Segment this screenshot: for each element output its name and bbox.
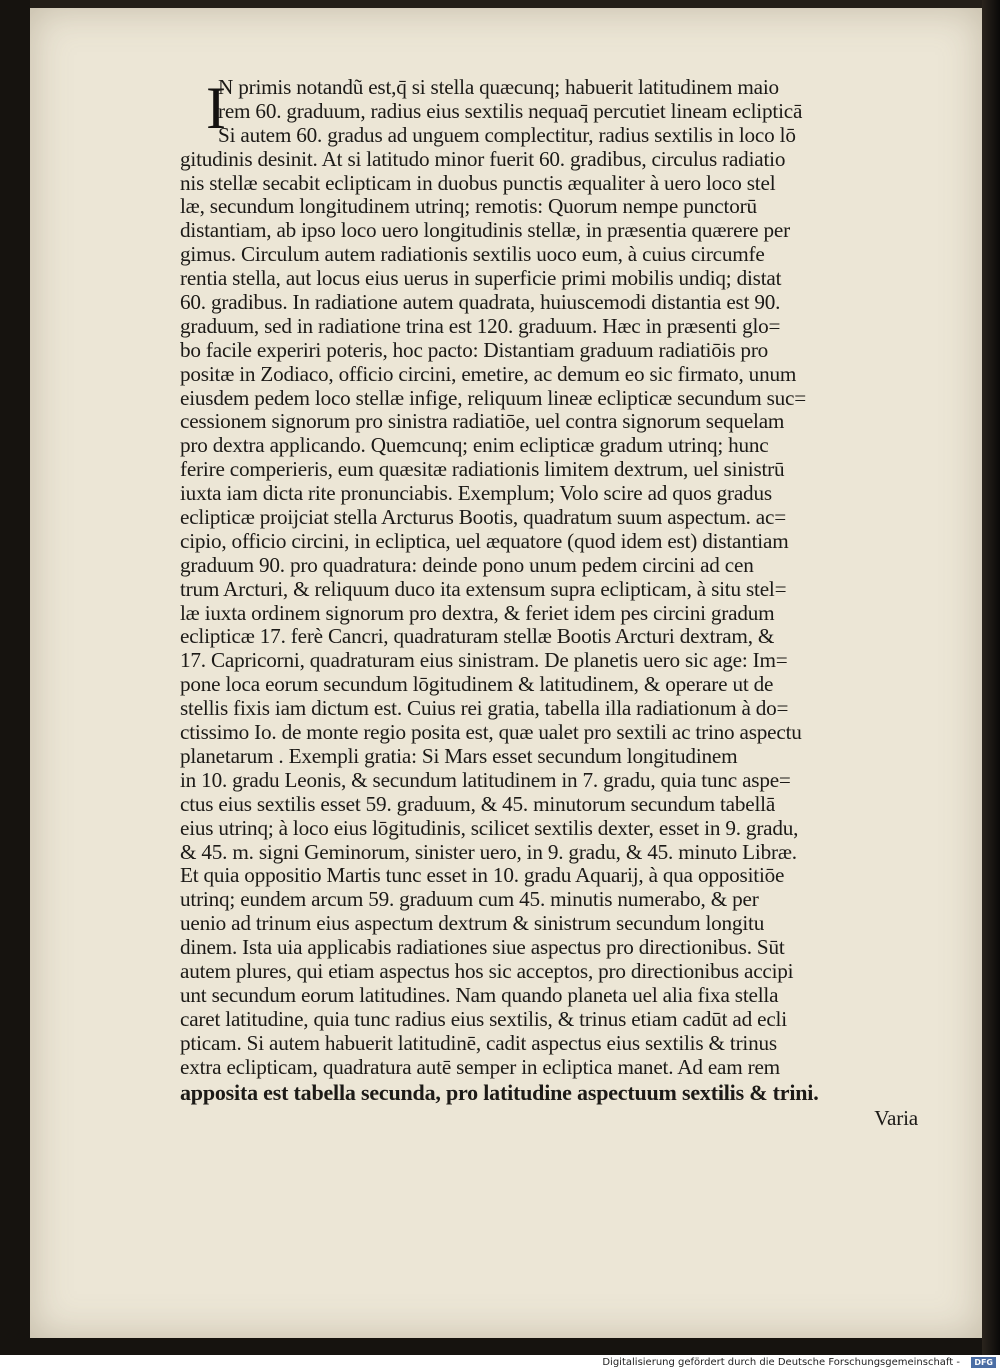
- text-line: læ iuxta ordinem signorum pro dextra, & feriet idem pes circini gradum: [180, 600, 775, 625]
- text-line: iuxta iam dicta rite pronunciabis. Exemplum; Volo scire ad quos gradus: [180, 481, 772, 506]
- text-line: caret latitudine, quia tunc radius eius sextilis, & trinus etiam cadūt ad ecli: [180, 1006, 787, 1031]
- dfg-logo: DFG: [971, 1357, 996, 1368]
- text-line: planetarum . Exempli gratia: Si Mars esset secundum longitudinem: [180, 743, 738, 768]
- drop-cap-initial: I: [206, 75, 226, 141]
- text-line: eiusdem pedem loco stellæ infige, reliquum lineæ eclipticæ secundum suc=: [180, 385, 806, 410]
- text-line: 60. gradibus. In radiatione autem quadrata, huiuscemodi distantia est 90.: [180, 290, 781, 315]
- text-line: 17. Capricorni, quadraturam eius sinistram. De planetis uero sic age: Im=: [180, 648, 788, 673]
- text-line: eclipticæ proijciat stella Arcturus Bootis, quadratum suum aspectum. ac=: [180, 505, 786, 530]
- text-line: ferire comperieris, eum quæsitæ radiationis limitem dextrum, uel sinistrū: [180, 457, 785, 482]
- text-line: distantiam, ab ipso loco uero longitudinis stellæ, in præsentia quærere per: [180, 218, 790, 243]
- text-line: positæ in Zodiaco, officio circini, emetire, ac demum eo sic firmato, unum: [180, 361, 797, 386]
- text-line: in 10. gradu Leonis, & secundum latitudinem in 7. gradu, quia tunc aspe=: [180, 767, 791, 792]
- text-line: pticam. Si autem habuerit latitudinē, cadit aspectus eius sextilis & trinus: [180, 1030, 777, 1055]
- text-line: nis stellæ secabit eclipticam in duobus punctis æqualiter à uero loco stel: [180, 170, 776, 195]
- text-line: eclipticæ 17. ferè Cancri, quadraturam stellæ Bootis Arcturi dextram, &: [180, 624, 775, 649]
- text-line: uenio ad trinum eius aspectum dextrum & sinistrum secundum longitu: [180, 911, 765, 936]
- text-line: pro dextra applicando. Quemcunq; enim eclipticæ gradum utrinq; hunc: [180, 433, 769, 458]
- text-line: unt secundum eorum latitudines. Nam quando planeta uel alia fixa stella: [180, 982, 779, 1007]
- text-line: rentia stella, aut locus eius uerus in superficie primi mobilis undiq; distat: [180, 266, 782, 291]
- text-line: stellis fixis iam dictum est. Cuius rei gratia, tabella illa radiationum à do=: [180, 696, 789, 721]
- text-line: & 45. m. signi Geminorum, sinister uero, in 9. gradu, & 45. minuto Libræ.: [180, 839, 797, 864]
- text-line: extra eclipticam, quadratura autē semper in ecliptica manet. Ad eam rem: [180, 1054, 780, 1079]
- text-line: pone loca eorum secundum lōgitudinem & latitudinem, & operare ut de: [180, 672, 774, 697]
- text-line: utrinq; eundem arcum 59. graduum cum 45. minutis numerabo, & per: [180, 887, 759, 912]
- text-line: bo facile experiri poteris, hoc pacto: Distantiam graduum radiatiōis pro: [180, 337, 769, 362]
- text-line: graduum, sed in radiatione trina est 120. graduum. Hæc in præsenti glo=: [180, 313, 781, 338]
- text-line: gitudinis desinit. At si latitudo minor fuerit 60. gradibus, circulus radiatio: [180, 146, 786, 171]
- book-spine-edge: [982, 0, 1000, 1355]
- page-top-edge: [30, 0, 982, 8]
- text-line: dinem. Ista uia applicabis radiationes siue aspectus pro directionibus. Sūt: [180, 935, 785, 960]
- text-line: rem 60. graduum, radius eius sextilis nequaq̄ percutiet lineam eclipticā: [218, 98, 803, 123]
- text-line: cessionem signorum pro sinistra radiatiōe, uel contra signorum sequelam: [180, 409, 785, 434]
- text-line: ctissimo Io. de monte regio posita est, quæ ualet pro sextili ac trino aspectu: [180, 720, 802, 745]
- funding-notice: Digitalisierung gefördert durch die Deutsche Forschungsgemeinschaft -: [602, 1357, 960, 1368]
- text-line: Et quia oppositio Martis tunc esset in 10. gradu Aquarij, à qua oppositiōe: [180, 863, 785, 888]
- text-line: ctus eius sextilis esset 59. graduum, & 45. minutorum secundum tabellā: [180, 791, 776, 816]
- text-line: N primis notandũ est,q̄ si stella quæcunq; habuerit latitudinem maio: [218, 75, 779, 99]
- text-line: autem plures, qui etiam aspectus hos sic acceptos, pro directionibus accipi: [180, 958, 794, 983]
- text-line: eius utrinq; à loco eius lōgitudinis, scilicet sextilis dexter, esset in 9. gradu,: [180, 815, 799, 840]
- text-line: trum Arcturi, & reliquum duco ita extensum supra eclipticam, à situ stel=: [180, 576, 787, 601]
- text-line: apposita est tabella secunda, pro latitudine aspectuum sextilis & trini.: [180, 1080, 819, 1106]
- text-line: gimus. Circulum autem radiationis sextilis uoco eum, à cuius circumfe: [180, 242, 765, 267]
- catchword: Varia: [874, 1106, 918, 1131]
- text-line: læ, secundum longitudinem utrinq; remotis: Quorum nempe punctorū: [180, 194, 757, 219]
- text-block: [180, 76, 918, 1131]
- text-line: graduum 90. pro quadratura: deinde pono unum pedem circini ad cen: [180, 552, 754, 577]
- text-line: Si autem 60. gradus ad unguem complectitur, radius sextilis in loco lō: [218, 122, 796, 147]
- footer-bar: [0, 1355, 1000, 1370]
- text-line: cipio, officio circini, in ecliptica, uel æquatore (quod idem est) distantiam: [180, 528, 789, 553]
